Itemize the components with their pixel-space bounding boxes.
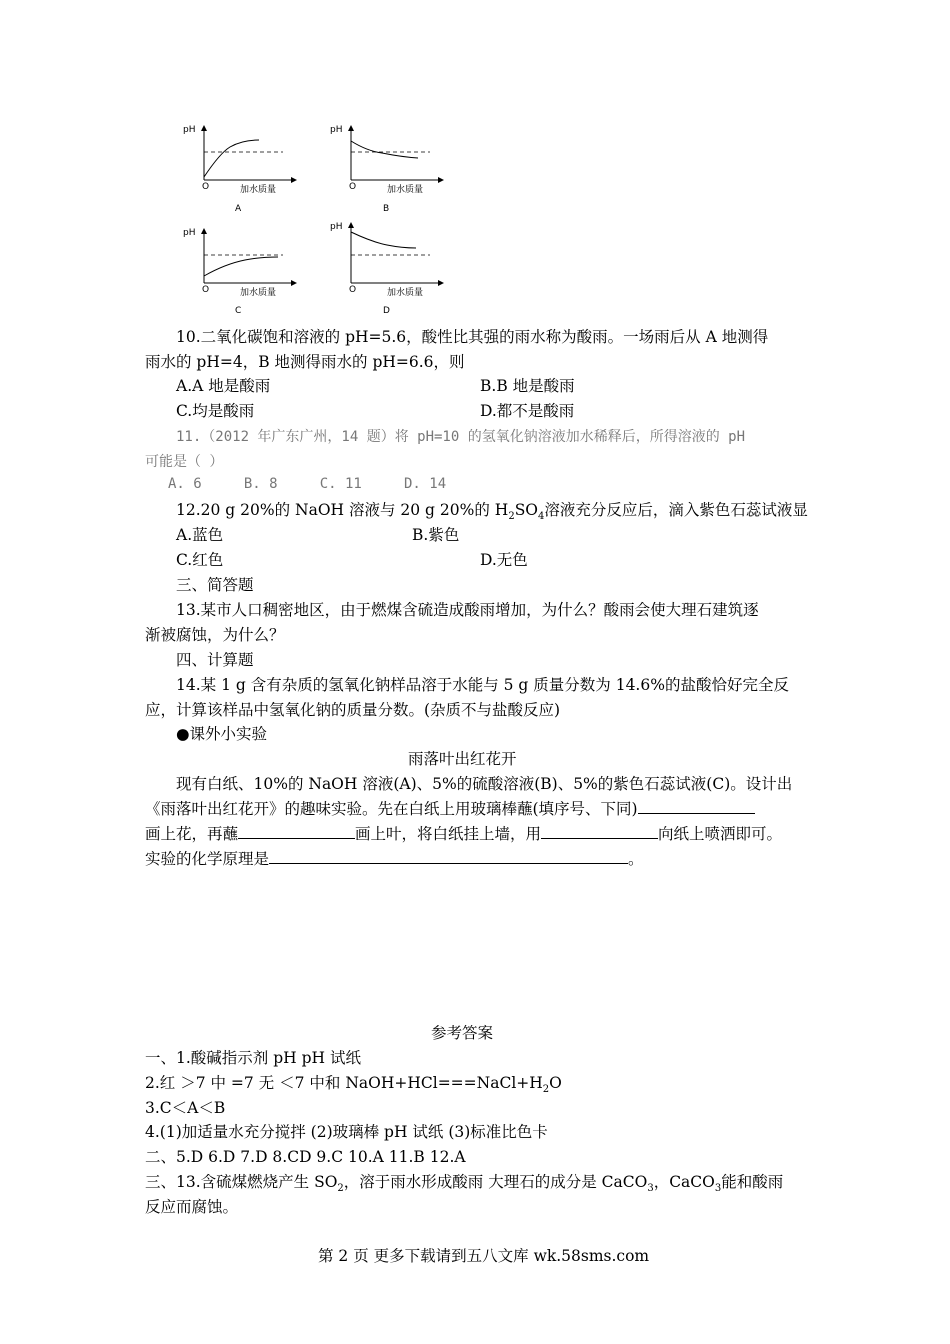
answer-line-6-sub1: 2	[337, 1183, 344, 1195]
answer-line-6-mid2: ，CaCO	[653, 1173, 715, 1191]
y-arrow	[201, 125, 207, 131]
graph-caption-b: B	[383, 204, 390, 214]
answer-blank-1[interactable]	[638, 799, 755, 814]
q14-line1: 14.某 1 g 含有杂质的氢氧化钠样品溶于水能与 5 g 质量分数为 14.6%的盐酸恰好完全反	[176, 676, 789, 694]
graph-ylabel: pH	[330, 222, 343, 232]
answer-line-2-pre: 2.红 ＞7 中 =7 无 ＜7 中和 NaOH+HCl===NaCl+H	[145, 1074, 543, 1092]
experiment-line2	[145, 799, 755, 819]
experiment-line3c: 向纸上喷洒即可。	[658, 825, 783, 843]
answer-line-6-mid: ，溶于雨水形成酸雨 大理石的成分是 CaCO	[343, 1173, 648, 1191]
experiment-line4a: 实验的化学原理是	[145, 850, 270, 868]
answer-line-6-sub3: 3	[714, 1183, 722, 1195]
experiment-line1: 现有白纸、10%的 NaOH 溶液(A)、5%的硫酸溶液(B)、5%的紫色石蕊试液(C)。设计出	[176, 775, 793, 793]
experiment-line2-text: 《雨落叶出红花开》的趣味实验。先在白纸上用玻璃棒蘸(填序号、下同)	[145, 800, 638, 818]
x-arrow	[438, 280, 444, 286]
q14-line2: 应，计算该样品中氢氧化钠的质量分数。(杂质不与盐酸反应)	[145, 701, 561, 719]
answer-line-4: 4.(1)加适量水充分搅拌 (2)玻璃棒 pH 试纸 (3)标准比色卡	[145, 1123, 548, 1141]
x-arrow	[291, 177, 297, 183]
graph-caption-c: C	[235, 306, 242, 316]
q12-option-b: B.紫色	[412, 526, 460, 544]
ph-curve	[204, 257, 278, 276]
experiment-title: 雨落叶出红花开	[408, 750, 517, 768]
q12-sub1: 2	[508, 511, 515, 523]
experiment-line4	[145, 849, 644, 869]
q11-options: A. 6 B. 8 C. 11 D. 14	[168, 476, 447, 492]
q10-line1: 10.二氧化碳饱和溶液的 pH=5.6，酸性比其强的雨水称为酸雨。一场雨后从 A 地测得	[176, 328, 769, 346]
q12-text-post: 溶液充分反应后，滴入紫色石蕊试液显	[544, 501, 808, 519]
experiment-line3b: 画上叶，将白纸挂上墙，用	[355, 825, 542, 843]
page-footer: 第 2 页 更多下载请到五八文库 wk.58sms.com	[318, 1247, 650, 1265]
answer-line-6-sub2: 3	[647, 1183, 654, 1195]
q10-line2: 雨水的 pH=4，B 地测得雨水的 pH=6.6，则	[145, 353, 465, 371]
section-3-heading: 三、简答题	[176, 576, 254, 594]
answer-line-5: 二、5.D 6.D 7.D 8.CD 9.C 10.A 11.B 12.A	[145, 1148, 466, 1166]
graph-ylabel: pH	[183, 228, 196, 238]
q11-line1: 11.（2012 年广东广州，14 题）将 pH=10 的氢氧化钠溶液加水稀释后，所得溶液的 pH	[176, 429, 746, 445]
answer-line-7: 反应而腐蚀。	[145, 1198, 239, 1216]
experiment-heading: ●课外小实验	[176, 725, 268, 743]
q11-line2: 可能是（ ）	[145, 454, 224, 470]
q12-text-mid: SO	[514, 501, 539, 519]
answer-blank-2[interactable]	[238, 824, 355, 839]
q10-option-d: D.都不是酸雨	[480, 402, 575, 420]
q12-option-d: D.无色	[480, 551, 528, 569]
ph-curve	[351, 232, 416, 248]
q13-line2: 渐被腐蚀，为什么？	[145, 626, 285, 644]
answer-blank-4[interactable]	[269, 849, 628, 864]
graph-xlabel: 加水质量	[387, 185, 424, 195]
answer-line-6	[145, 1172, 784, 1195]
y-arrow	[348, 222, 354, 228]
ph-curve	[351, 141, 418, 158]
answer-blank-3[interactable]	[541, 824, 658, 839]
q12-sub2: 4	[538, 511, 545, 523]
answers-title: 参考答案	[431, 1024, 494, 1042]
answer-line-2-sub: 2	[542, 1084, 550, 1096]
ph-curve	[204, 140, 259, 177]
graph-origin: O	[349, 285, 357, 295]
answer-line-3: 3.C＜A＜B	[145, 1099, 226, 1117]
q10-option-c: C.均是酸雨	[176, 402, 255, 420]
graph-ylabel: pH	[183, 125, 196, 135]
graph-xlabel: 加水质量	[387, 288, 424, 298]
x-arrow	[438, 177, 444, 183]
graph-origin: O	[349, 182, 357, 192]
graph-xlabel: 加水质量	[240, 288, 277, 298]
graph-origin: O	[202, 182, 210, 192]
graph-origin: O	[202, 285, 210, 295]
answer-line-2	[145, 1073, 562, 1096]
answer-line-2-post: O	[549, 1074, 562, 1092]
section-4-heading: 四、计算题	[176, 651, 254, 669]
q10-option-b: B.B 地是酸雨	[480, 377, 575, 395]
q10-option-a: A.A 地是酸雨	[176, 377, 271, 395]
experiment-line3a: 画上花，再蘸	[145, 825, 239, 843]
q12-option-a: A.蓝色	[176, 526, 224, 544]
q13-line1: 13.某市人口稠密地区，由于燃煤含硫造成酸雨增加，为什么？酸雨会使大理石建筑逐	[176, 601, 759, 619]
q12-text-pre: 12.20 g 20%的 NaOH 溶液与 20 g 20%的 H	[176, 501, 509, 519]
y-arrow	[201, 228, 207, 234]
answer-line-6-post: 能和酸雨	[721, 1173, 784, 1191]
experiment-line4b: 。	[628, 850, 644, 868]
graph-caption-a: A	[235, 204, 242, 214]
graph-a	[180, 125, 300, 195]
y-arrow	[348, 125, 354, 131]
x-arrow	[291, 280, 297, 286]
graph-ylabel: pH	[330, 125, 343, 135]
graph-c	[180, 228, 300, 298]
answer-line-6-pre: 三、13.含硫煤燃烧产生 SO	[145, 1173, 338, 1191]
answer-line-1: 一、1.酸碱指示剂 pH pH 试纸	[145, 1049, 361, 1067]
graph-xlabel: 加水质量	[240, 185, 277, 195]
graph-caption-d: D	[383, 306, 390, 316]
graph-d	[327, 222, 447, 298]
q12-line	[176, 500, 808, 523]
graph-b	[327, 125, 447, 195]
experiment-line3	[145, 824, 782, 844]
q12-option-c: C.红色	[176, 551, 224, 569]
